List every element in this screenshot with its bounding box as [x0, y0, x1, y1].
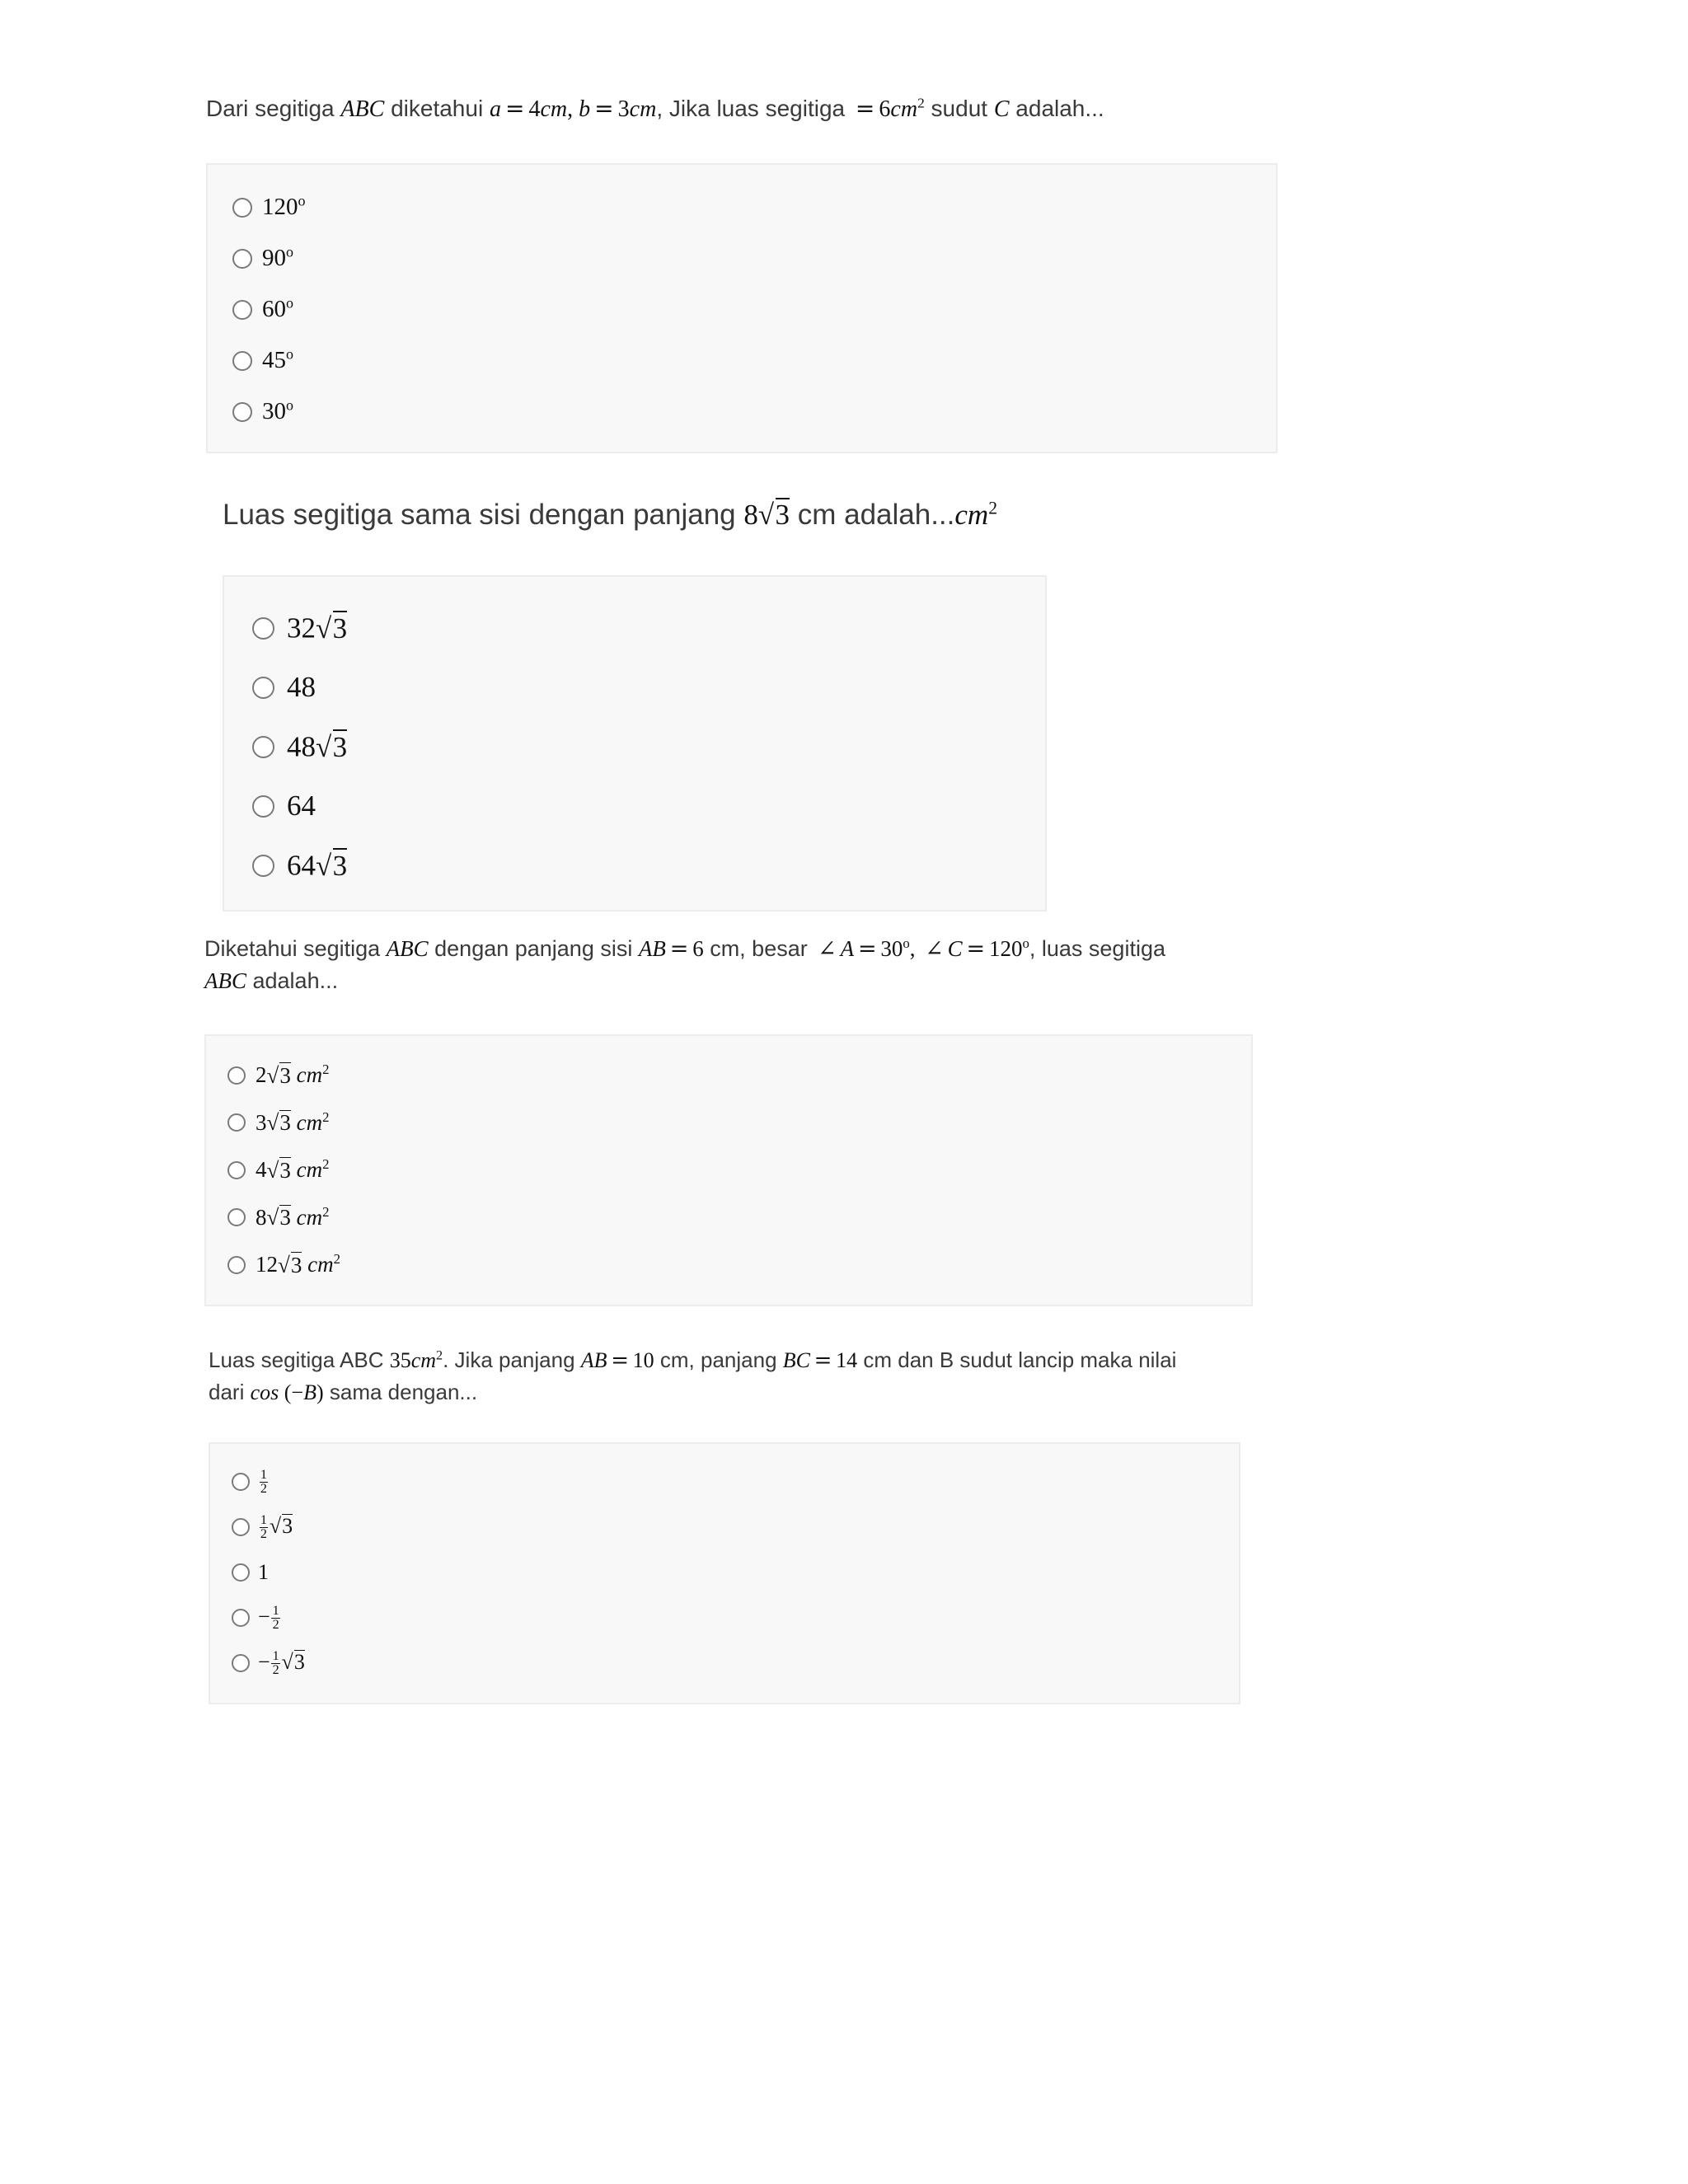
math-radicand: 3	[332, 612, 348, 644]
math-sqrt	[267, 1205, 291, 1230]
stem-text: sama dengan...	[323, 1379, 478, 1404]
radio-button[interactable]	[227, 1066, 246, 1085]
option-value	[262, 398, 293, 425]
math-variable: cm	[410, 1348, 437, 1372]
stem-text: cm, besar	[703, 936, 814, 961]
math-operator: =	[855, 95, 875, 122]
math-number: (−	[279, 1380, 304, 1404]
radio-button[interactable]	[227, 1256, 246, 1274]
math-superscript: 2	[917, 95, 925, 111]
math-number: 8	[743, 499, 758, 531]
radio-button[interactable]	[232, 1654, 250, 1672]
math-number: 64	[287, 849, 316, 882]
math-superscript: 2	[322, 1156, 330, 1173]
math-radicand: 3	[293, 1650, 305, 1675]
math-superscript: o	[286, 345, 293, 363]
math-radicand: 3	[279, 1110, 291, 1136]
math-number: 3	[256, 1110, 267, 1136]
math-superscript: o	[286, 243, 293, 260]
math-number: 48	[287, 671, 316, 703]
question-1-option-2[interactable]	[232, 242, 293, 276]
radio-button[interactable]	[232, 198, 252, 218]
sqrt-sign-icon: √	[757, 499, 775, 531]
math-sqrt	[316, 612, 347, 644]
question-3-option-3[interactable]	[227, 1155, 330, 1186]
math-variable: cm	[629, 96, 657, 122]
math-operator: =	[594, 95, 614, 122]
math-number: ,	[909, 936, 921, 961]
question-1-option-3[interactable]	[232, 293, 293, 327]
sqrt-sign-icon: √	[266, 1110, 279, 1136]
math-variable: cm	[290, 1062, 323, 1088]
math-number: −	[258, 1650, 270, 1675]
option-value	[258, 1468, 270, 1496]
math-operator: =	[611, 1348, 629, 1373]
math-number: 8	[256, 1205, 267, 1230]
question-4-option-2[interactable]	[232, 1512, 293, 1542]
option-value	[258, 1513, 293, 1541]
math-number: 30	[880, 936, 903, 961]
sqrt-sign-icon: √	[278, 1252, 290, 1277]
question-1-options	[206, 163, 1278, 453]
math-radicand: 3	[279, 1157, 291, 1183]
stem-text: cm, panjang	[654, 1347, 783, 1372]
math-number: )	[316, 1380, 324, 1404]
option-value	[256, 1157, 330, 1183]
math-radicand: 3	[279, 1062, 291, 1088]
math-variable: B	[303, 1380, 316, 1404]
math-fraction: $\frac{1}{2}$	[272, 1603, 279, 1632]
radio-button[interactable]	[227, 1208, 246, 1226]
option-value	[262, 296, 293, 323]
math-variable: ABC	[204, 968, 246, 994]
math-superscript: o	[298, 192, 306, 209]
math-variable: cm	[302, 1252, 334, 1277]
question-2-stem	[223, 494, 997, 537]
math-number: 3	[617, 96, 630, 122]
math-variable: A	[840, 936, 855, 961]
math-operator: =	[857, 936, 877, 962]
math-fraction: $\frac{1}{2}$	[260, 1467, 267, 1496]
option-value	[262, 245, 293, 272]
stem-text: , Jika luas segitiga	[656, 96, 851, 121]
question-1-option-4[interactable]	[232, 344, 293, 378]
math-number: 1	[258, 1560, 269, 1585]
sqrt-sign-icon: √	[266, 1062, 279, 1088]
math-variable: cm	[290, 1157, 323, 1183]
radio-button[interactable]	[227, 1161, 246, 1179]
option-value	[258, 1604, 282, 1632]
math-radicand: 3	[775, 499, 790, 531]
math-sqrt	[316, 731, 347, 763]
math-variable: C	[993, 96, 1010, 122]
math-number: 90	[262, 245, 286, 272]
math-radicand: 3	[282, 1514, 293, 1539]
math-number: 120	[989, 936, 1023, 961]
question-2-options	[223, 575, 1047, 912]
math-sqrt	[270, 1514, 293, 1538]
math-variable: cm	[290, 1205, 323, 1230]
math-number: 14	[836, 1348, 858, 1372]
question-4-option-4[interactable]	[232, 1603, 282, 1633]
math-number: 10	[632, 1348, 654, 1372]
math-variable: cm	[290, 1110, 323, 1136]
sqrt-sign-icon: √	[269, 1514, 282, 1539]
sqrt-sign-icon: √	[316, 612, 332, 644]
math-superscript: o	[903, 935, 910, 951]
stem-text: . Jika panjang	[443, 1347, 581, 1372]
math-number: 60	[262, 296, 286, 323]
stem-text: Luas segitiga ABC	[209, 1347, 390, 1372]
question-3-stem	[204, 933, 1165, 997]
math-number: 6	[692, 936, 704, 961]
math-sqrt	[278, 1253, 302, 1277]
math-operator: =	[504, 95, 525, 122]
sqrt-sign-icon: √	[316, 730, 332, 763]
option-value	[262, 347, 293, 374]
math-variable: b	[579, 96, 591, 122]
radio-button[interactable]	[232, 351, 252, 371]
math-number: −	[258, 1605, 270, 1629]
math-number: ,	[567, 96, 579, 122]
math-radicand: 3	[332, 849, 348, 882]
math-operator: ∠	[818, 936, 837, 962]
stem-text: dengan panjang sisi	[428, 936, 639, 961]
option-value	[287, 848, 347, 882]
radio-button[interactable]	[252, 736, 274, 758]
math-variable: cos	[250, 1380, 279, 1404]
math-number: 12	[256, 1252, 278, 1277]
radio-button[interactable]	[232, 1518, 250, 1536]
question-2-option-5[interactable]	[252, 846, 347, 886]
math-sqrt	[267, 1158, 291, 1183]
stem-text: cm dan B sudut lancip maka nilai	[857, 1347, 1177, 1372]
stem-text: diketahui	[384, 96, 490, 121]
math-variable: BC	[782, 1348, 810, 1372]
math-superscript: o	[286, 294, 293, 312]
option-value	[262, 194, 305, 221]
radio-button[interactable]	[232, 1609, 250, 1627]
math-variable: AB	[580, 1348, 607, 1372]
math-variable: cm	[540, 96, 568, 122]
math-sqrt	[316, 850, 347, 882]
question-3-options	[204, 1034, 1253, 1306]
math-fraction: $\frac{1}{2}$	[272, 1648, 279, 1677]
radio-button[interactable]	[232, 300, 252, 320]
math-number: 4	[528, 96, 541, 122]
question-4-option-1[interactable]	[232, 1467, 270, 1497]
option-value	[256, 1062, 330, 1088]
math-sqrt	[758, 499, 790, 531]
question-3-option-5[interactable]	[227, 1249, 340, 1281]
radio-button[interactable]	[227, 1113, 246, 1132]
question-4-option-3[interactable]	[232, 1558, 269, 1587]
math-superscript: 2	[333, 1251, 341, 1268]
math-variable: ABC	[340, 96, 385, 122]
math-superscript: 2	[322, 1109, 330, 1126]
question-4-option-5[interactable]	[232, 1648, 305, 1678]
math-number: 120	[262, 194, 298, 221]
question-2-option-4[interactable]	[252, 786, 316, 827]
stem-text: cm adalah...	[790, 499, 955, 531]
math-radicand: 3	[279, 1205, 291, 1230]
math-variable: C	[947, 936, 963, 961]
option-value	[258, 1649, 305, 1677]
sqrt-sign-icon: √	[316, 849, 332, 882]
math-variable: cm	[890, 96, 918, 122]
math-radicand: 3	[332, 730, 348, 763]
math-superscript: o	[286, 396, 293, 414]
option-value	[287, 671, 316, 704]
math-radicand: 3	[290, 1252, 302, 1277]
math-variable: ABC	[386, 936, 429, 961]
math-number: 2	[256, 1062, 267, 1088]
math-number: 48	[287, 730, 316, 763]
math-variable: a	[489, 96, 501, 122]
math-superscript: 2	[322, 1204, 330, 1221]
math-number: 30	[262, 398, 286, 425]
stem-text: Diketahui segitiga	[204, 936, 387, 961]
math-number: 35	[389, 1348, 411, 1372]
sqrt-sign-icon: √	[281, 1650, 293, 1675]
option-value	[256, 1110, 330, 1136]
radio-button[interactable]	[232, 1563, 250, 1582]
math-operator: =	[669, 936, 689, 962]
math-sqrt	[267, 1063, 291, 1088]
radio-button[interactable]	[252, 677, 274, 699]
math-number: 4	[256, 1157, 267, 1183]
question-4-options	[209, 1442, 1240, 1704]
math-sqrt	[282, 1650, 305, 1674]
radio-button[interactable]	[252, 795, 274, 818]
option-value	[287, 729, 347, 763]
math-sqrt	[267, 1110, 291, 1135]
math-superscript: 2	[322, 1062, 330, 1078]
option-value	[256, 1205, 330, 1230]
radio-button[interactable]	[232, 249, 252, 269]
option-value	[287, 790, 316, 823]
math-number: 32	[287, 612, 316, 644]
math-number: 45	[262, 347, 286, 374]
question-2-option-1[interactable]	[252, 608, 347, 649]
radio-button[interactable]	[232, 402, 252, 422]
question-1-stem	[206, 92, 1104, 127]
question-3-option-1[interactable]	[227, 1060, 330, 1091]
sqrt-sign-icon: √	[266, 1205, 279, 1230]
sqrt-sign-icon: √	[266, 1157, 279, 1183]
radio-button[interactable]	[252, 617, 274, 640]
math-number: 6	[879, 96, 891, 122]
radio-button[interactable]	[232, 1473, 250, 1491]
question-2-option-2[interactable]	[252, 668, 316, 708]
math-superscript: o	[1022, 935, 1029, 951]
math-number: 64	[287, 790, 316, 822]
stem-text: Luas segitiga sama sisi dengan panjang	[223, 499, 744, 531]
stem-text: Dari segitiga	[206, 96, 341, 121]
math-superscript: 2	[436, 1348, 443, 1363]
math-variable: cm	[954, 499, 989, 531]
option-value	[256, 1252, 340, 1277]
math-operator: =	[966, 936, 986, 962]
math-superscript: 2	[988, 498, 998, 518]
math-operator: =	[814, 1348, 832, 1373]
stem-text: adalah...	[246, 968, 339, 994]
math-fraction: $\frac{1}{2}$	[260, 1512, 267, 1541]
question-2-option-3[interactable]	[252, 727, 347, 767]
math-operator: ∠	[925, 936, 944, 962]
stem-text: sudut	[924, 96, 994, 121]
stem-text: adalah...	[1009, 96, 1104, 121]
option-value	[258, 1559, 269, 1585]
question-1-option-1[interactable]	[232, 191, 305, 225]
math-variable: AB	[638, 936, 666, 961]
question-3-option-4[interactable]	[227, 1202, 330, 1234]
question-3-option-2[interactable]	[227, 1108, 330, 1139]
question-1-option-5[interactable]	[232, 396, 293, 429]
option-value	[287, 611, 347, 644]
radio-button[interactable]	[252, 855, 274, 877]
stem-text: dari	[209, 1379, 251, 1404]
stem-text: , luas segitiga	[1029, 936, 1165, 961]
question-4-stem	[209, 1345, 1176, 1408]
